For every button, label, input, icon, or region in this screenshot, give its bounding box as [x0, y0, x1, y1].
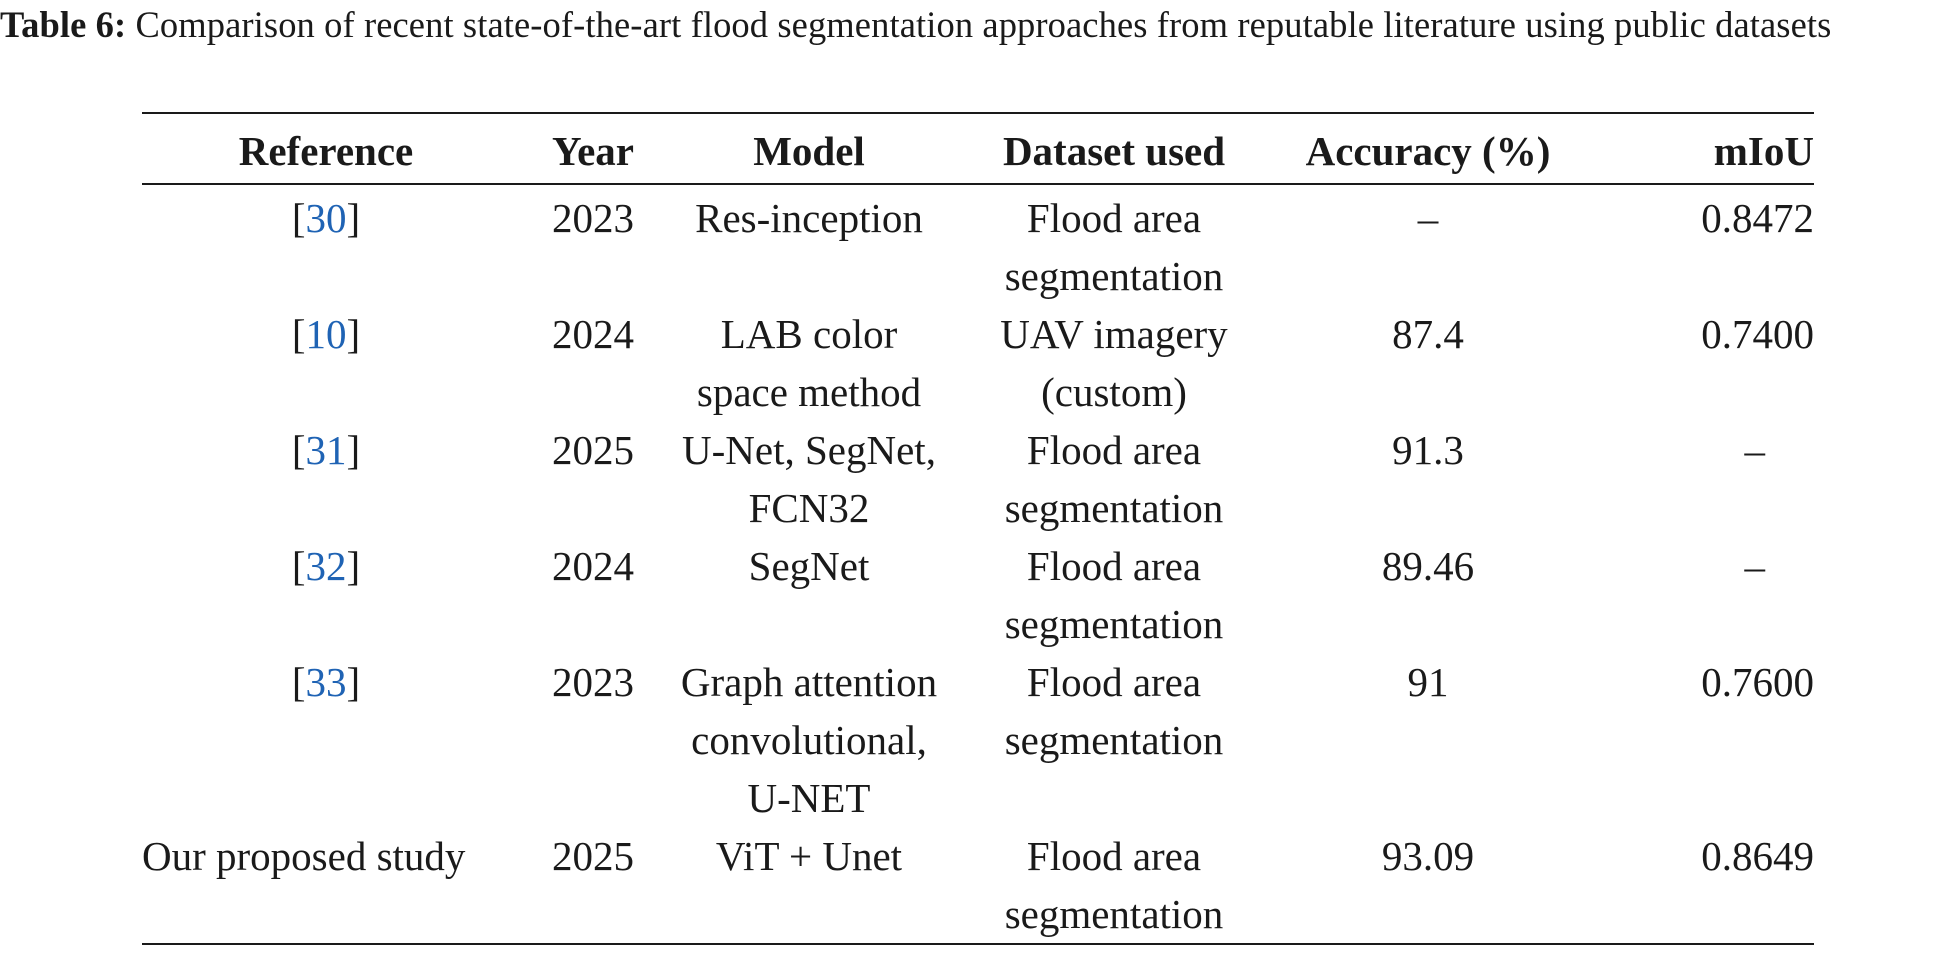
- cell-miou: 0.7400: [1701, 311, 1814, 357]
- header-model: Model: [753, 128, 865, 174]
- table-caption: [0, 2, 1955, 48]
- header-accuracy: Accuracy (%): [1305, 128, 1551, 174]
- cell-dataset: Flood area segmentation: [1004, 833, 1224, 937]
- cell-model: U-Net, SegNet, FCN32: [682, 427, 936, 531]
- header-year: Year: [552, 128, 634, 174]
- cell-dataset: Flood area segmentation: [1004, 195, 1224, 299]
- table-caption-text: Comparison of recent state-of-the-art flood segmentation approaches from reputable literature using public datasets: [135, 4, 1832, 45]
- cell-dataset: UAV imagery (custom): [1000, 311, 1228, 415]
- cell-accuracy: 93.09: [1381, 833, 1475, 879]
- table-row: [142, 184, 1814, 305]
- cell-miou: 0.7600: [1701, 659, 1814, 705]
- header-dataset-used: Dataset used: [1002, 128, 1226, 174]
- cell-model: Graph attention convolutional, U-NET: [680, 659, 938, 821]
- citation-link-33[interactable]: 33: [305, 659, 347, 705]
- cell-reference: [10]: [291, 311, 361, 357]
- cell-miou: –: [1744, 427, 1765, 473]
- cell-accuracy: 87.4: [1392, 311, 1464, 357]
- cell-miou: 0.8649: [1701, 833, 1814, 879]
- cell-dataset: Flood area segmentation: [1004, 427, 1224, 531]
- cell-reference: [30]: [291, 195, 361, 241]
- table-row: [142, 653, 1814, 827]
- cell-dataset: Flood area segmentation: [1004, 543, 1224, 647]
- cell-year: 2023: [552, 195, 634, 241]
- cell-model: LAB color space method: [696, 311, 922, 415]
- table-row: [142, 537, 1814, 653]
- comparison-table: [142, 112, 1814, 945]
- table-row: [142, 305, 1814, 421]
- citation-link-10[interactable]: 10: [305, 311, 347, 357]
- cell-year: 2024: [552, 543, 634, 589]
- header-miou: mIoU: [1713, 128, 1814, 174]
- cell-model: ViT + Unet: [715, 833, 903, 879]
- header-reference: Reference: [238, 128, 414, 174]
- cell-year: 2023: [552, 659, 634, 705]
- table-header-row: [142, 113, 1814, 184]
- citation-link-30[interactable]: 30: [305, 195, 347, 241]
- cell-reference: [31]: [291, 427, 361, 473]
- cell-model: Res-inception: [695, 195, 923, 241]
- cell-reference: Our proposed study: [142, 833, 466, 879]
- table-row: [142, 827, 1814, 944]
- cell-year: 2024: [552, 311, 634, 357]
- cell-model: SegNet: [748, 543, 870, 589]
- cell-accuracy: –: [1417, 195, 1439, 241]
- table-caption-label: Table 6:: [0, 4, 127, 45]
- cell-year: 2025: [552, 833, 634, 879]
- cell-year: 2025: [552, 427, 634, 473]
- cell-reference: [33]: [291, 659, 361, 705]
- cell-miou: 0.8472: [1701, 195, 1814, 241]
- citation-link-31[interactable]: 31: [305, 427, 347, 473]
- table-row: [142, 421, 1814, 537]
- cell-reference: [32]: [291, 543, 361, 589]
- cell-dataset: Flood area segmentation: [1004, 659, 1224, 763]
- cell-accuracy: 91: [1407, 659, 1449, 705]
- cell-accuracy: 91.3: [1392, 427, 1464, 473]
- cell-accuracy: 89.46: [1381, 543, 1475, 589]
- cell-miou: –: [1744, 543, 1765, 589]
- citation-link-32[interactable]: 32: [305, 543, 347, 589]
